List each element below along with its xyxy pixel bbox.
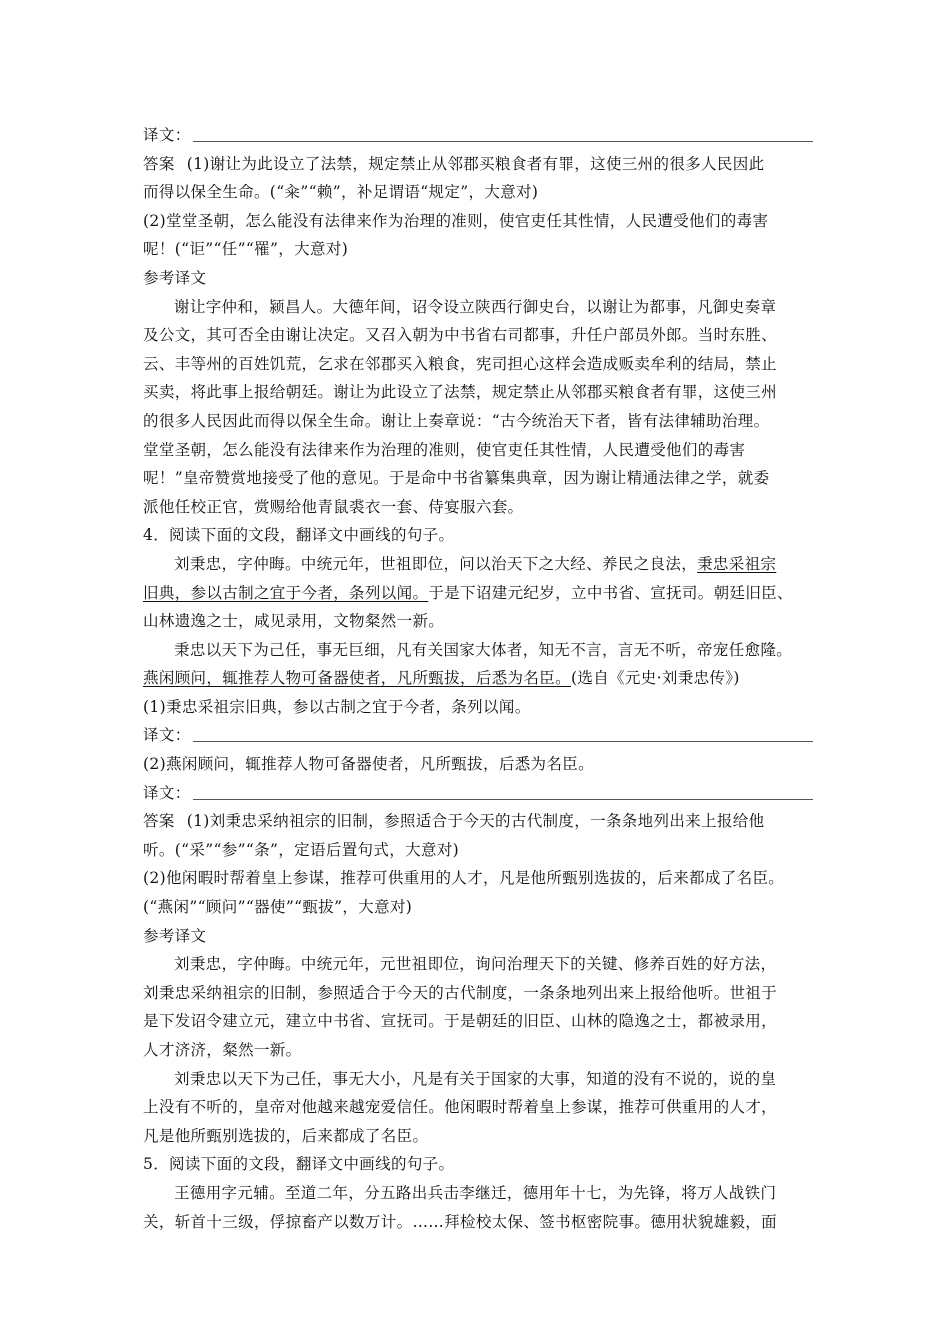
translation-label: 译文： <box>143 126 191 144</box>
reference-translation-label: 参考译文 <box>143 268 207 287</box>
translation-label: 译文： <box>143 726 191 745</box>
passage-line <box>143 550 813 579</box>
reference-line: 是下发诏令建立元，建立中书省、宣抚司。于是朝廷的旧臣、山林的隐逸之士，都被录用， <box>143 1012 778 1031</box>
translation-line <box>143 121 813 150</box>
underlined-sentence: 旧典，参以古制之宜于今者，条列以闻。 <box>143 583 429 602</box>
answer-label: 答案 <box>143 154 175 173</box>
document-body <box>143 121 813 1236</box>
reference-line: 及公文，其可否全由谢让决定。又召入朝为中书省右司都事，升任户部员外郎。当时东胜、 <box>143 326 778 345</box>
answer-line: (“燕闲”“顾问”“器使”“甄拔”，大意对) <box>143 898 413 917</box>
answer-line: (2)堂堂圣朝，怎么能没有法律来作为治理的准则，使官吏任其性情，人民遭受他们的毒害 <box>143 211 769 230</box>
question-stem: 5．阅读下面的文段，翻译文中画线的句子。 <box>143 1155 455 1174</box>
reference-line: 凡是他所甄别选拔的，后来都成了名臣。 <box>143 1126 429 1145</box>
passage-line: 关，斩首十三级，俘掠畜产以数万计。……拜检校太保、签书枢密院事。德用状貌雄毅，面 <box>143 1212 778 1231</box>
passage-text: 于是下诏建元纪岁，立中书省、宣抚司。朝廷旧臣、 <box>428 583 793 602</box>
reference-line: 刘秉忠以天下为己任，事无大小，凡是有关于国家的大事，知道的没有不说的，说的皇 <box>174 1069 777 1088</box>
answer-line <box>143 150 813 179</box>
sub-question: (1)秉忠采祖宗旧典，参以古制之宜于今者，条列以闻。 <box>143 697 531 716</box>
reference-translation-label: 参考译文 <box>143 926 207 945</box>
reference-line: 呢！”皇帝赞赏地接受了他的意见。于是命中书省纂集典章，因为谢让精通法律之学，就委 <box>143 469 770 488</box>
underlined-sentence: 燕闲顾问，辄推荐人物可备器使者，凡所甄拔，后悉为名臣。 <box>143 669 571 688</box>
reference-line: 刘秉忠，字仲晦。中统元年，元世祖即位，询问治理天下的关键、修养百姓的好方法， <box>174 955 777 974</box>
reference-line: 云、丰等州的百姓饥荒，乞求在邻郡买入粮食，宪司担心这样会造成贩卖牟利的结局，禁止 <box>143 354 778 373</box>
answer-blank[interactable] <box>193 124 813 142</box>
reference-line: 的很多人民因此而得以保全生命。谢让上奏章说：“古今统治天下者，皆有法律辅助治理。 <box>143 411 770 430</box>
translation-label: 译文： <box>143 783 191 802</box>
answer-text: (1)谢让为此设立了法禁，规定禁止从邻郡买粮食者有罪，这使三州的很多人民因此 <box>186 154 765 173</box>
passage-line: 山林遗逸之士，咸见录用，文物粲然一新。 <box>143 612 445 631</box>
reference-line: 谢让字仲和，颍昌人。大德年间，诏令设立陕西行御史台，以谢让为都事，凡御史奏章 <box>174 297 777 316</box>
passage-line: 秉忠以天下为己任，事无巨细，凡有关国家大体者，知无不言，言无不听，帝宠任愈隆。 <box>174 640 793 659</box>
answer-text: (1)刘秉忠采纳祖宗的旧制，参照适合于今天的古代制度，一条条地列出来上报给他 <box>186 812 765 831</box>
passage-line <box>143 579 813 608</box>
answer-blank[interactable] <box>193 724 813 742</box>
source-citation: (选自《元史·刘秉忠传》) <box>570 669 740 688</box>
sub-question: (2)燕闲顾问，辄推荐人物可备器使者，凡所甄拔，后悉为名臣。 <box>143 755 594 774</box>
reference-line: 堂堂圣朝，怎么能没有法律来作为治理的准则，使官吏任其性情，人民遭受他们的毒害 <box>143 440 746 459</box>
reference-line: 买卖，将此事上报给朝廷。谢让为此设立了法禁，规定禁止从邻郡买粮食者有罪，这使三州 <box>143 383 778 402</box>
answer-blank[interactable] <box>193 782 813 800</box>
reference-line: 人才济济，粲然一新。 <box>143 1041 302 1059</box>
answer-line <box>143 807 813 836</box>
translation-line <box>143 721 813 750</box>
passage-line <box>143 664 813 693</box>
passage-line: 王德用字元辅。至道二年，分五路出兵击李继迁，德用年十七，为先锋，将万人战铁门 <box>174 1183 777 1202</box>
answer-line: 听。(“采”“参”“条”，定语后置句式，大意对) <box>143 840 460 859</box>
answer-line: (2)他闲暇时帮着皇上参谋，推荐可供重用的人才，凡是他所甄别选拔的，后来都成了名臣。 <box>143 869 785 888</box>
underlined-sentence: 秉忠采祖宗 <box>697 554 777 573</box>
passage-text: 刘秉忠，字仲晦。中统元年，世祖即位，问以治天下之大经、养民之良法， <box>174 554 698 573</box>
answer-line: 而得以保全生命。(“籴”“赖”，补足谓语“规定”，大意对) <box>143 183 539 202</box>
reference-line: 上没有不听的，皇帝对他越来越宠爱信任。他闲暇时帮着皇上参谋，推荐可供重用的人才， <box>143 1098 778 1117</box>
reference-line: 刘秉忠采纳祖宗的旧制，参照适合于今天的古代制度，一条条地列出来上报给他听。世祖于 <box>143 983 778 1002</box>
answer-label: 答案 <box>143 812 175 831</box>
translation-line <box>143 779 813 808</box>
reference-line: 派他任校正官，赏赐给他青鼠裘衣一套、侍宴服六套。 <box>143 497 524 516</box>
question-stem: 4．阅读下面的文段，翻译文中画线的句子。 <box>143 526 455 545</box>
answer-line: 呢！(“讵”“任”“罹”，大意对) <box>143 240 349 259</box>
